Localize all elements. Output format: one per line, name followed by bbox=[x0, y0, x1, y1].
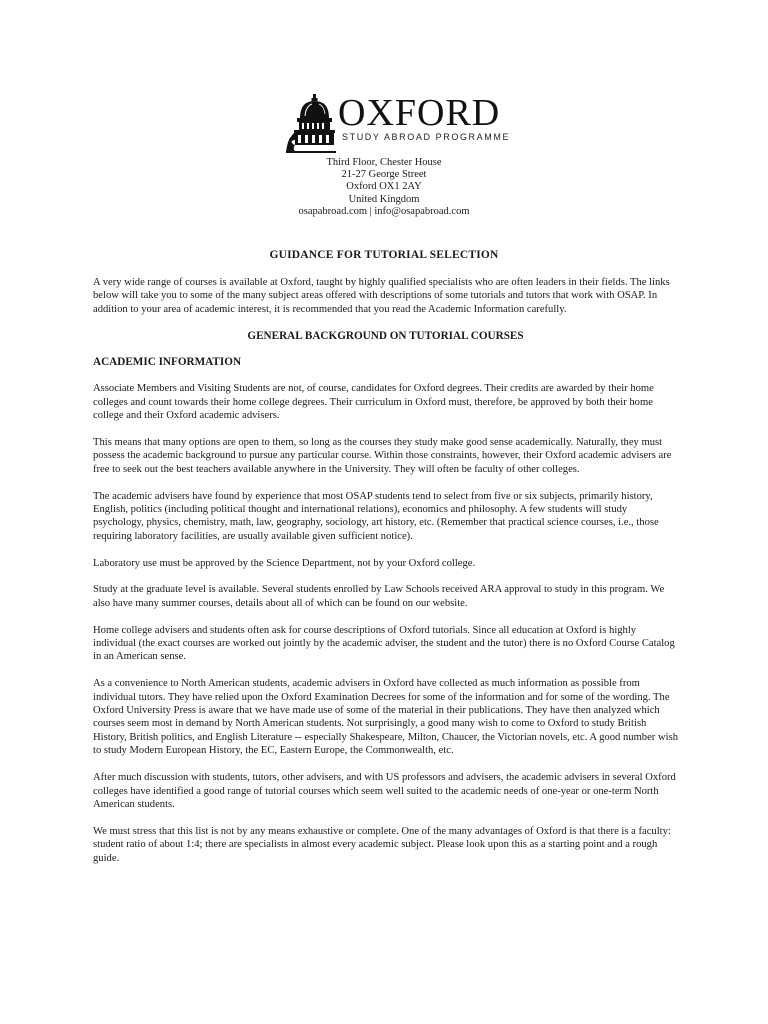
logo-subtitle: STUDY ABROAD PROGRAMME bbox=[342, 132, 511, 142]
paragraph: After much discussion with students, tutors, other advisers, and with US professors and advisers, the academic advisers in several Oxford colleges have identified a good range of tutorial courses which seem well suited to the academic needs of one-year or one-term North American students. bbox=[93, 772, 676, 810]
document-title: GUIDANCE FOR TUTORIAL SELECTION bbox=[269, 249, 499, 261]
section-title: GENERAL BACKGROUND ON TUTORIAL COURSES bbox=[247, 329, 524, 342]
paragraph: Associate Members and Visiting Students are not, of course, candidates for Oxford degrees. Their credits are awarded by their home colleges and count towards their home college degrees. Their curriculum in Oxford must, therefore, be approved by both their home college and their Oxford academic advisers. bbox=[93, 383, 654, 422]
paragraph: Laboratory use must be approved by the Science Department, not by your Oxford college. bbox=[93, 557, 476, 569]
contact-line: osapabroad.com | info@osapabroad.com bbox=[298, 205, 470, 217]
address-line: 21-27 George Street bbox=[341, 169, 427, 181]
paragraph: As a convenience to North American students, academic advisers in Oxford have collected as much information as possible from individual tutors. They have relied upon the Oxford Examination Decrees for some of the information and for some of the wording. The Oxford University Press is aware that we have made use of some of the material in their publications. They have then analyzed which courses seem most in demand by North American students. Not surprisingly, a good many wish to come to Oxford to study British History, British politics, and English Literature -- especially Shakespeare, Milton, Chaucer, the Victorian novels, etc. A good number wish to study Modern European History, the EC, Eastern Europe, the Commonwealth, etc. bbox=[93, 678, 678, 757]
paragraph: We must stress that this list is not by any means exhaustive or complete. One of the many advantages of Oxford is that there is a faculty: student ratio of about 1:4; there are specialists in almost every academic subject. Please look upon this as a starting point and a rough guide. bbox=[93, 825, 671, 864]
address-block bbox=[0, 157, 768, 218]
paragraph: The academic advisers have found by experience that most OSAP students tend to select from five or six subjects, primarily history, English, politics (including political thought and international relations), economics and philosophy. A few students will study psychology, physics, chemistry, math, law, geography, sociology, art history, etc. (Remember that practical science courses, i.e., those requiring laboratory facilities, are usually available given sufficient notice). bbox=[93, 490, 659, 542]
paragraph: Home college advisers and students often ask for course descriptions of Oxford tutorials. Since all education at Oxford is highly individual (the exact courses are worked out jointly by the academic adviser, the student and the tutor) there is no Oxford Course Catalog in an American sense. bbox=[93, 624, 675, 663]
letterhead bbox=[0, 92, 768, 154]
radcliffe-camera-icon bbox=[286, 92, 342, 154]
paragraph: This means that many options are open to them, so long as the courses they study make good sense academically. Naturally, they must possess the academic background to pursue any particular course. Within those constraints, however, their Oxford academic advisers are free to seek out the best teachers available anywhere in the University. They will often be faculty of other colleges. bbox=[93, 437, 672, 475]
intro-paragraph: A very wide range of courses is available at Oxford, taught by highly qualified specialists who are often leaders in their fields. The links below will take you to some of the many subject areas offered with descriptions of some tutorials and tutors that work with OSAP. In addition to your area of academic interest, it is recommended that you read the Academic Information carefully. bbox=[93, 277, 670, 315]
address-line: Third Floor, Chester House bbox=[326, 157, 442, 168]
logo bbox=[286, 92, 511, 154]
sub-heading: ACADEMIC INFORMATION bbox=[93, 356, 242, 369]
document-body bbox=[93, 276, 678, 878]
logo-wordmark: OXFORD bbox=[338, 92, 501, 134]
address-line: Oxford OX1 2AY bbox=[346, 181, 422, 193]
paragraph: Study at the graduate level is available. Several students enrolled by Law Schools received ARA approval to study in this program. We also have many summer courses, details about all of which can be found on our website. bbox=[93, 584, 665, 609]
address-line: United Kingdom bbox=[348, 193, 420, 205]
